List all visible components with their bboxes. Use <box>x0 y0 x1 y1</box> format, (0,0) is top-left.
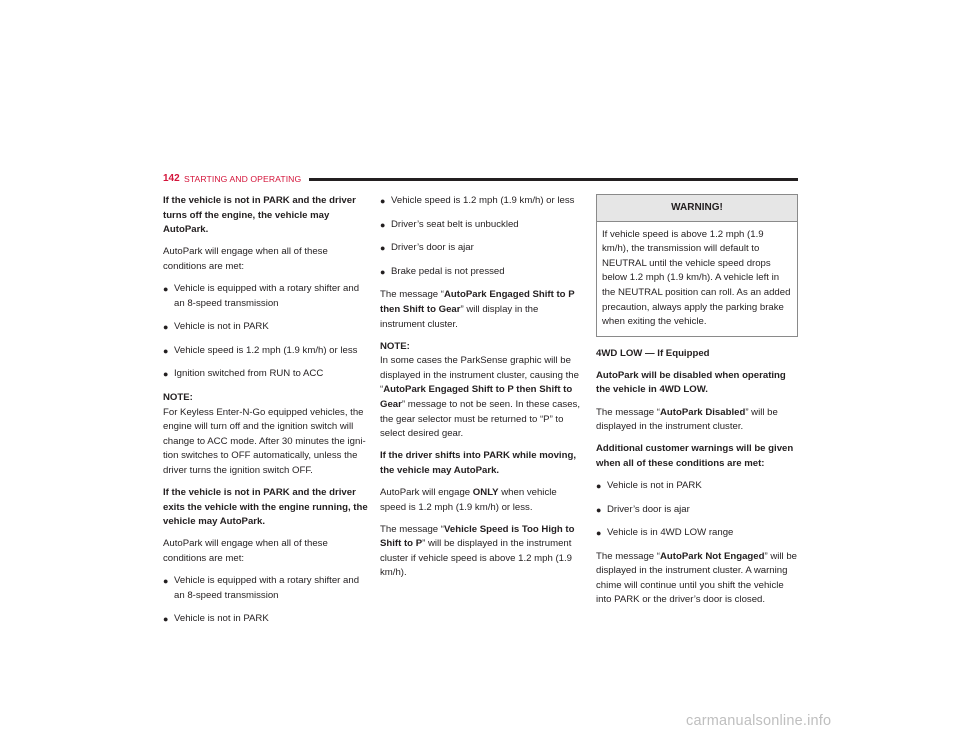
4wd-low-heading: 4WD LOW — If Equipped <box>596 347 710 359</box>
conditions-intro: AutoPark will engage when all of these conditions are met: <box>163 246 328 272</box>
bullet-icon: ● <box>380 266 386 277</box>
bullet-icon: ● <box>163 283 169 294</box>
autopark-engaged-message: The message “AutoPark Engaged Shift to P then Shift to Gear” will display in the instrument cluster. <box>380 289 575 330</box>
list-item: ● Vehicle is not in PARK <box>163 320 368 335</box>
list-item: ● Driver’s door is ajar <box>380 241 580 256</box>
bullet-icon: ● <box>596 480 602 491</box>
speed-too-high-message: The message “Vehicle Speed is Too High to Shift to P” will be displayed in the instrument cluster if vehicle speed is above 1.2 mph (1.9 km/h). <box>380 523 575 579</box>
header-rule <box>309 178 798 181</box>
conditions-list <box>163 282 368 382</box>
bullet-icon: ● <box>163 614 169 625</box>
conditions-intro: AutoPark will engage when all of these conditions are met: <box>163 538 328 564</box>
bullet-icon: ● <box>163 322 169 333</box>
note-label: NOTE: <box>380 340 410 352</box>
bullet-icon: ● <box>380 243 386 254</box>
list-item: ● Driver’s door is ajar <box>596 503 798 518</box>
list-item: ● Vehicle is equipped with a rotary shifter and an 8-speed transmission <box>163 574 360 601</box>
warning-text: If vehicle speed is above 1.2 mph (1.9 km/h), the transmission will default to NEUTRAL until the vehicle speed drops below 1.2 mph (1.9 km/h). A vehicle left in the NEUTRAL position can roll. As an added precaution, always apply the parking brake when exiting the vehicle. <box>602 228 791 328</box>
list-item: ● Vehicle is not in PARK <box>596 479 798 494</box>
page-header <box>163 172 798 186</box>
conditions-list <box>380 194 580 279</box>
bullet-icon: ● <box>380 196 386 206</box>
bullet-icon: ● <box>163 575 169 586</box>
list-item: ● Ignition switched from RUN to ACC <box>163 367 368 382</box>
additional-warnings-heading: Additional customer warnings will be given when all of these conditions are met: <box>596 443 794 469</box>
conditions-list <box>596 479 798 541</box>
list-item: ● Vehicle speed is 1.2 mph (1.9 km/h) or less <box>380 194 580 209</box>
note-text: For Keyless Enter-N-Go equipped vehicles, the engine will turn off and the ignition switch will change to ACC mode. After 30 minutes the igni-tion switches to OFF automatically, unless the driver turns the ignition switch OFF. <box>163 406 366 476</box>
bullet-icon: ● <box>163 345 169 356</box>
page-number: 142 <box>163 173 180 184</box>
autopark-engine-off-heading: If the vehicle is not in PARK and the driver turns off the engine, the vehicle may AutoPark. <box>163 195 356 236</box>
autopark-disabled-heading: AutoPark will be disabled when operating the vehicle in 4WD LOW. <box>596 369 786 396</box>
autopark-disabled-message: The message “AutoPark Disabled” will be displayed in the instrument cluster. <box>596 406 778 433</box>
shift-into-park-heading: If the driver shifts into PARK while moving, the vehicle may AutoPark. <box>380 450 576 476</box>
conditions-list <box>163 574 368 627</box>
column-1 <box>163 194 368 636</box>
section-title: STARTING AND OPERATING <box>184 174 302 184</box>
watermark: carmanualsonline.info <box>686 713 832 729</box>
bullet-icon: ● <box>596 504 602 515</box>
list-item: ● Vehicle speed is 1.2 mph (1.9 km/h) or less <box>163 344 368 359</box>
warning-title: WARNING! <box>597 195 797 222</box>
engage-only-text: AutoPark will engage ONLY when vehicle speed is 1.2 mph (1.9 km/h) or less. <box>380 487 557 513</box>
bullet-icon: ● <box>163 369 169 380</box>
column-2 <box>380 194 580 589</box>
bullet-icon: ● <box>596 528 602 539</box>
column-3 <box>596 194 798 616</box>
autopark-not-engaged-message: The message “AutoPark Not Engaged” will be displayed in the instrument cluster. A warning chime will continue until you shift the vehicle into PARK or the driver’s door is closed. <box>596 550 798 606</box>
list-item: ● Brake pedal is not pressed <box>380 265 580 280</box>
note: NOTE: In some cases the ParkSense graphic will be displayed in the instrument cluster, causing the “AutoPark Engaged Shift to P then Shift to Gear” message to not be seen. In these cases, the gear selector must be returned to “P” to select desired gear. <box>380 340 580 440</box>
autopark-driver-exit-heading: If the vehicle is not in PARK and the driver exits the vehicle with the engine running, the vehicle may AutoPark. <box>163 487 368 528</box>
list-item: ● Vehicle is not in PARK <box>163 612 368 627</box>
list-item: ● Vehicle is in 4WD LOW range <box>596 526 798 541</box>
list-item: ● Driver’s seat belt is unbuckled <box>380 218 580 233</box>
note-label: NOTE: <box>163 391 193 403</box>
bullet-icon: ● <box>380 219 386 230</box>
warning-box <box>596 194 798 337</box>
list-item: ● Vehicle is equipped with a rotary shifter and an 8-speed transmission <box>163 282 360 309</box>
note <box>163 391 368 479</box>
